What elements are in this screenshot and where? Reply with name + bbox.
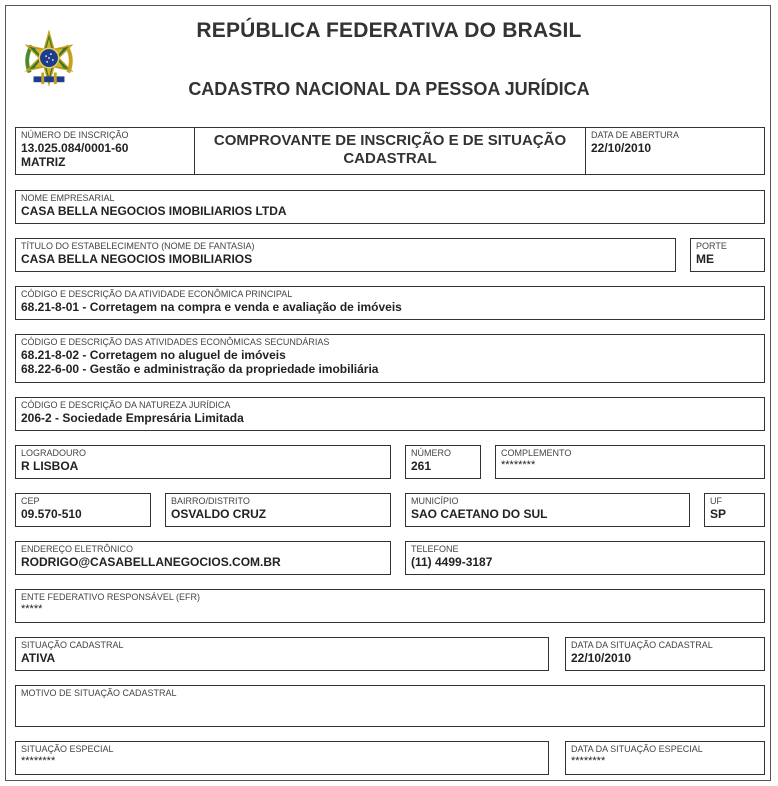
uf-box bbox=[704, 493, 765, 527]
inscricao-number: 13.025.084/0001-60 bbox=[21, 141, 129, 155]
municipio-box bbox=[405, 493, 690, 527]
abertura-value: 22/10/2010 bbox=[591, 141, 652, 155]
comprovante-title-line1: COMPROVANTE DE INSCRIÇÃO E DE SITUAÇÃO bbox=[213, 132, 567, 149]
bairro-box bbox=[165, 493, 391, 527]
telefone-value: (11) 4499-3187 bbox=[411, 555, 493, 569]
atividade-principal-label: CÓDIGO E DESCRIÇÃO DA ATIVIDADE ECONÔMICA PRINCIPAL bbox=[21, 289, 293, 299]
motivo-box bbox=[15, 685, 765, 727]
inscricao-box bbox=[15, 127, 195, 175]
efr-box bbox=[15, 589, 765, 623]
nome-empresarial-label: NOME EMPRESARIAL bbox=[21, 193, 115, 203]
municipio-value: SAO CAETANO DO SUL bbox=[411, 507, 548, 521]
natureza-label: CÓDIGO E DESCRIÇÃO DA NATUREZA JURÍDICA bbox=[21, 400, 231, 410]
nome-empresarial-box bbox=[15, 190, 765, 224]
inscricao-label: NÚMERO DE INSCRIÇÃO bbox=[21, 130, 129, 140]
numero-label: NÚMERO bbox=[411, 448, 451, 458]
fantasia-value: CASA BELLA NEGOCIOS IMOBILIARIOS bbox=[21, 252, 253, 266]
abertura-label: DATA DE ABERTURA bbox=[591, 130, 680, 140]
situacao-especial-box bbox=[15, 741, 549, 775]
cep-box bbox=[15, 493, 151, 527]
complemento-value: ******** bbox=[501, 459, 536, 471]
logradouro-label: LOGRADOURO bbox=[21, 448, 87, 458]
telefone-label: TELEFONE bbox=[411, 544, 459, 554]
efr-value: ***** bbox=[21, 603, 43, 615]
email-label: ENDEREÇO ELETRÔNICO bbox=[21, 544, 134, 554]
uf-value: SP bbox=[710, 507, 727, 521]
porte-box bbox=[690, 238, 765, 272]
porte-value: ME bbox=[696, 252, 714, 266]
email-box bbox=[15, 541, 391, 575]
comprovante-box bbox=[194, 127, 586, 175]
nome-empresarial-value: CASA BELLA NEGOCIOS IMOBILIARIOS LTDA bbox=[21, 204, 287, 218]
cep-value: 09.570-510 bbox=[21, 507, 82, 521]
data-situacao-box bbox=[565, 637, 765, 671]
fantasia-label: TÍTULO DO ESTABELECIMENTO (NOME DE FANTASIA) bbox=[21, 241, 255, 251]
comprovante-title-line2: CADASTRAL bbox=[343, 150, 437, 167]
atividade-principal-box bbox=[15, 286, 765, 320]
porte-label: PORTE bbox=[696, 241, 727, 251]
data-situacao-especial-value: ******** bbox=[571, 755, 606, 767]
bairro-label: BAIRRO/DISTRITO bbox=[171, 496, 250, 506]
atividades-secundarias-box bbox=[15, 334, 765, 383]
inscricao-type: MATRIZ bbox=[21, 155, 66, 169]
situacao-label: SITUAÇÃO CADASTRAL bbox=[21, 640, 124, 650]
fantasia-box bbox=[15, 238, 676, 272]
logradouro-value: R LISBOA bbox=[21, 459, 79, 473]
data-situacao-especial-label: DATA DA SITUAÇÃO ESPECIAL bbox=[571, 744, 703, 754]
atividade-principal-value: 68.21-8-01 - Corretagem na compra e venda e avaliação de imóveis bbox=[21, 300, 402, 314]
abertura-box bbox=[585, 127, 765, 175]
logradouro-box bbox=[15, 445, 391, 479]
natureza-value: 206-2 - Sociedade Empresária Limitada bbox=[21, 411, 244, 425]
atividades-secundarias-label: CÓDIGO E DESCRIÇÃO DAS ATIVIDADES ECONÔMICAS SECUNDÁRIAS bbox=[21, 337, 330, 347]
atividade-secundaria-item: 68.21-8-02 - Corretagem no aluguel de imóveis bbox=[21, 348, 286, 362]
municipio-label: MUNICÍPIO bbox=[411, 496, 459, 506]
uf-label: UF bbox=[710, 496, 722, 506]
page-title: REPÚBLICA FEDERATIVA DO BRASIL bbox=[196, 19, 582, 42]
numero-box bbox=[405, 445, 481, 479]
email-value: RODRIGO@CASABELLANEGOCIOS.COM.BR bbox=[21, 555, 281, 569]
data-situacao-label: DATA DA SITUAÇÃO CADASTRAL bbox=[571, 640, 713, 650]
bairro-value: OSVALDO CRUZ bbox=[171, 507, 267, 521]
efr-label: ENTE FEDERATIVO RESPONSÁVEL (EFR) bbox=[21, 592, 201, 602]
page-subtitle: CADASTRO NACIONAL DA PESSOA JURÍDICA bbox=[188, 79, 590, 99]
atividade-secundaria-item: 68.22-6-00 - Gestão e administração da propriedade imobiliária bbox=[21, 362, 379, 376]
numero-value: 261 bbox=[411, 459, 432, 473]
cep-label: CEP bbox=[21, 496, 40, 506]
situacao-box bbox=[15, 637, 549, 671]
situacao-value: ATIVA bbox=[21, 651, 56, 665]
natureza-box bbox=[15, 397, 765, 431]
complemento-label: COMPLEMENTO bbox=[501, 448, 572, 458]
situacao-especial-value: ******** bbox=[21, 755, 56, 767]
telefone-box bbox=[405, 541, 765, 575]
data-situacao-especial-box bbox=[565, 741, 765, 775]
data-situacao-value: 22/10/2010 bbox=[571, 651, 632, 665]
situacao-especial-label: SITUAÇÃO ESPECIAL bbox=[21, 744, 114, 754]
motivo-label: MOTIVO DE SITUAÇÃO CADASTRAL bbox=[21, 688, 177, 698]
complemento-box bbox=[495, 445, 765, 479]
